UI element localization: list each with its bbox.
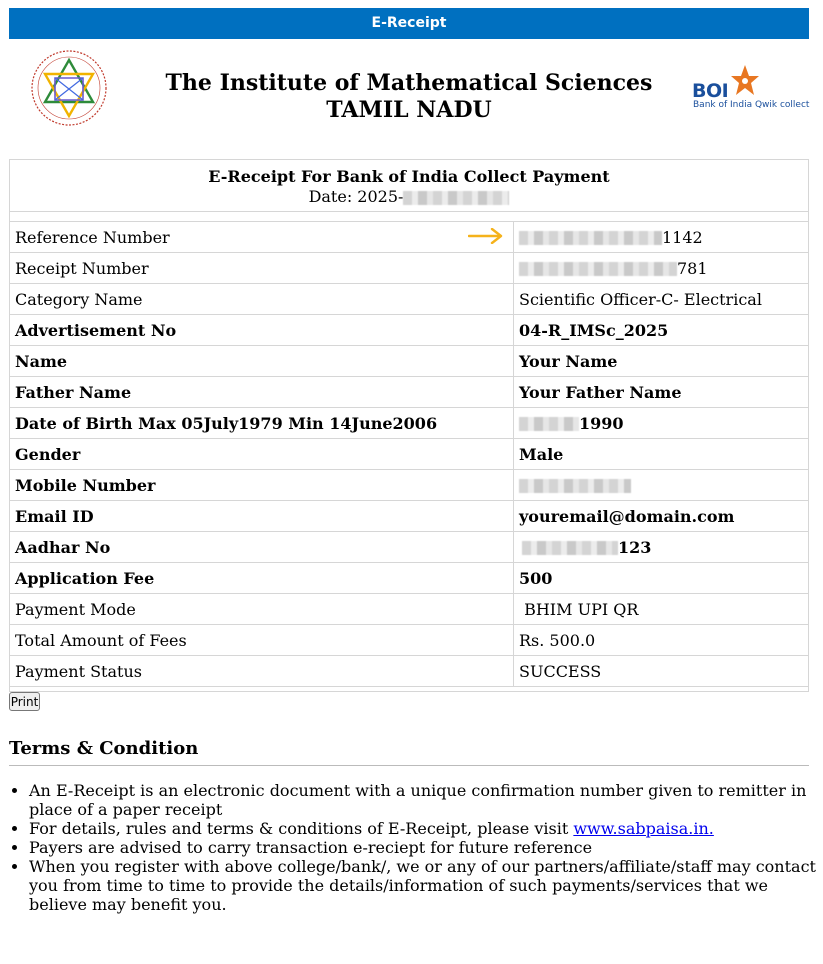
list-item: • When you register with above college/bank/, we or any of our partners/affiliate/staff may contact you from time to time to provide the details/information of such payments/services that we believe may benefit you.: [29, 857, 819, 914]
row-label: Gender: [15, 444, 81, 464]
payment-status: SUCCESS: [519, 661, 602, 681]
row-label: Email ID: [15, 506, 94, 526]
sabpaisa-link[interactable]: www.sabpaisa.in.: [573, 819, 714, 838]
table-row: [10, 470, 808, 501]
receipt-header: [9, 40, 809, 152]
row-label: Date of Birth Max 05July1979 Min 14June2006: [15, 413, 438, 433]
row-value: 500: [519, 568, 553, 588]
redacted-value: [519, 479, 631, 493]
terms-title: Terms & Condition: [9, 738, 199, 759]
row-label: Application Fee: [15, 568, 155, 588]
row-value: Rs. 500.0: [519, 630, 596, 650]
table-row: [10, 408, 808, 439]
row-label: Payment Status: [15, 661, 142, 681]
table-row: [10, 563, 808, 594]
row-value: Your Name: [519, 351, 618, 371]
boi-logo: [692, 64, 812, 112]
receipt-date: Date: 2025-: [10, 187, 808, 206]
row-label: Advertisement No: [15, 320, 177, 340]
print-button[interactable]: Print: [9, 692, 40, 711]
row-label: Receipt Number: [15, 258, 149, 278]
table-row: [10, 315, 808, 346]
receipt-box: [9, 159, 809, 692]
redacted-date: [403, 191, 509, 205]
boi-tagline: Bank of India Qwik collect: [693, 100, 810, 110]
top-bar: [9, 8, 809, 39]
table-row: [10, 532, 808, 563]
list-item: • An E-Receipt is an electronic document with a unique confirmation number given to remitter in place of a paper receipt: [29, 781, 819, 819]
terms-list: [9, 781, 819, 914]
table-row: [10, 656, 808, 687]
top-bar-title: E-Receipt: [371, 15, 447, 31]
table-row: [10, 346, 808, 377]
spacer-row: [10, 212, 808, 222]
row-value: Your Father Name: [519, 382, 682, 402]
row-value: Male: [519, 444, 564, 464]
row-label: Reference Number: [15, 227, 170, 247]
receipt-heading: [10, 160, 808, 212]
row-value: BHIM UPI QR: [519, 599, 639, 619]
boi-star-icon: [730, 64, 760, 98]
list-item: • For details, rules and terms & conditions of E-Receipt, please visit www.sabpaisa.in.: [29, 819, 819, 838]
institute-title: The Institute of Mathematical Sciences TAMIL NADU: [165, 70, 653, 123]
redacted-value: [519, 262, 677, 276]
row-label: Total Amount of Fees: [15, 630, 187, 650]
table-row: [10, 439, 808, 470]
row-label: Aadhar No: [15, 537, 111, 557]
table-row: [10, 377, 808, 408]
arrow-right-icon: [468, 228, 504, 244]
row-value: 781: [677, 258, 708, 278]
receipt-title: E-Receipt For Bank of India Collect Payment: [208, 167, 610, 186]
table-row: [10, 253, 808, 284]
boi-brand-text: BOI: [692, 80, 729, 102]
row-value: 1142: [662, 227, 703, 247]
table-row: [10, 594, 808, 625]
row-value: 123: [618, 537, 652, 557]
receipt-table: [10, 222, 808, 687]
row-label: Payment Mode: [15, 599, 136, 619]
row-label: Mobile Number: [15, 475, 156, 495]
table-row: [10, 501, 808, 532]
row-label: Category Name: [15, 289, 143, 309]
divider: [9, 765, 809, 766]
row-label: Father Name: [15, 382, 132, 402]
row-value: 1990: [579, 413, 624, 433]
table-row: [10, 625, 808, 656]
row-label: Name: [15, 351, 68, 371]
row-value: Scientific Officer-C- Electrical: [519, 289, 762, 309]
row-value: youremail@domain.com: [519, 506, 735, 526]
table-row: [10, 284, 808, 315]
redacted-value: [519, 231, 662, 245]
row-value: 04-R_IMSc_2025: [519, 320, 669, 340]
list-item: • Payers are advised to carry transaction e-reciept for future reference: [29, 838, 819, 857]
redacted-value: [519, 417, 579, 431]
redacted-value: [522, 541, 618, 555]
table-row: [10, 222, 808, 253]
